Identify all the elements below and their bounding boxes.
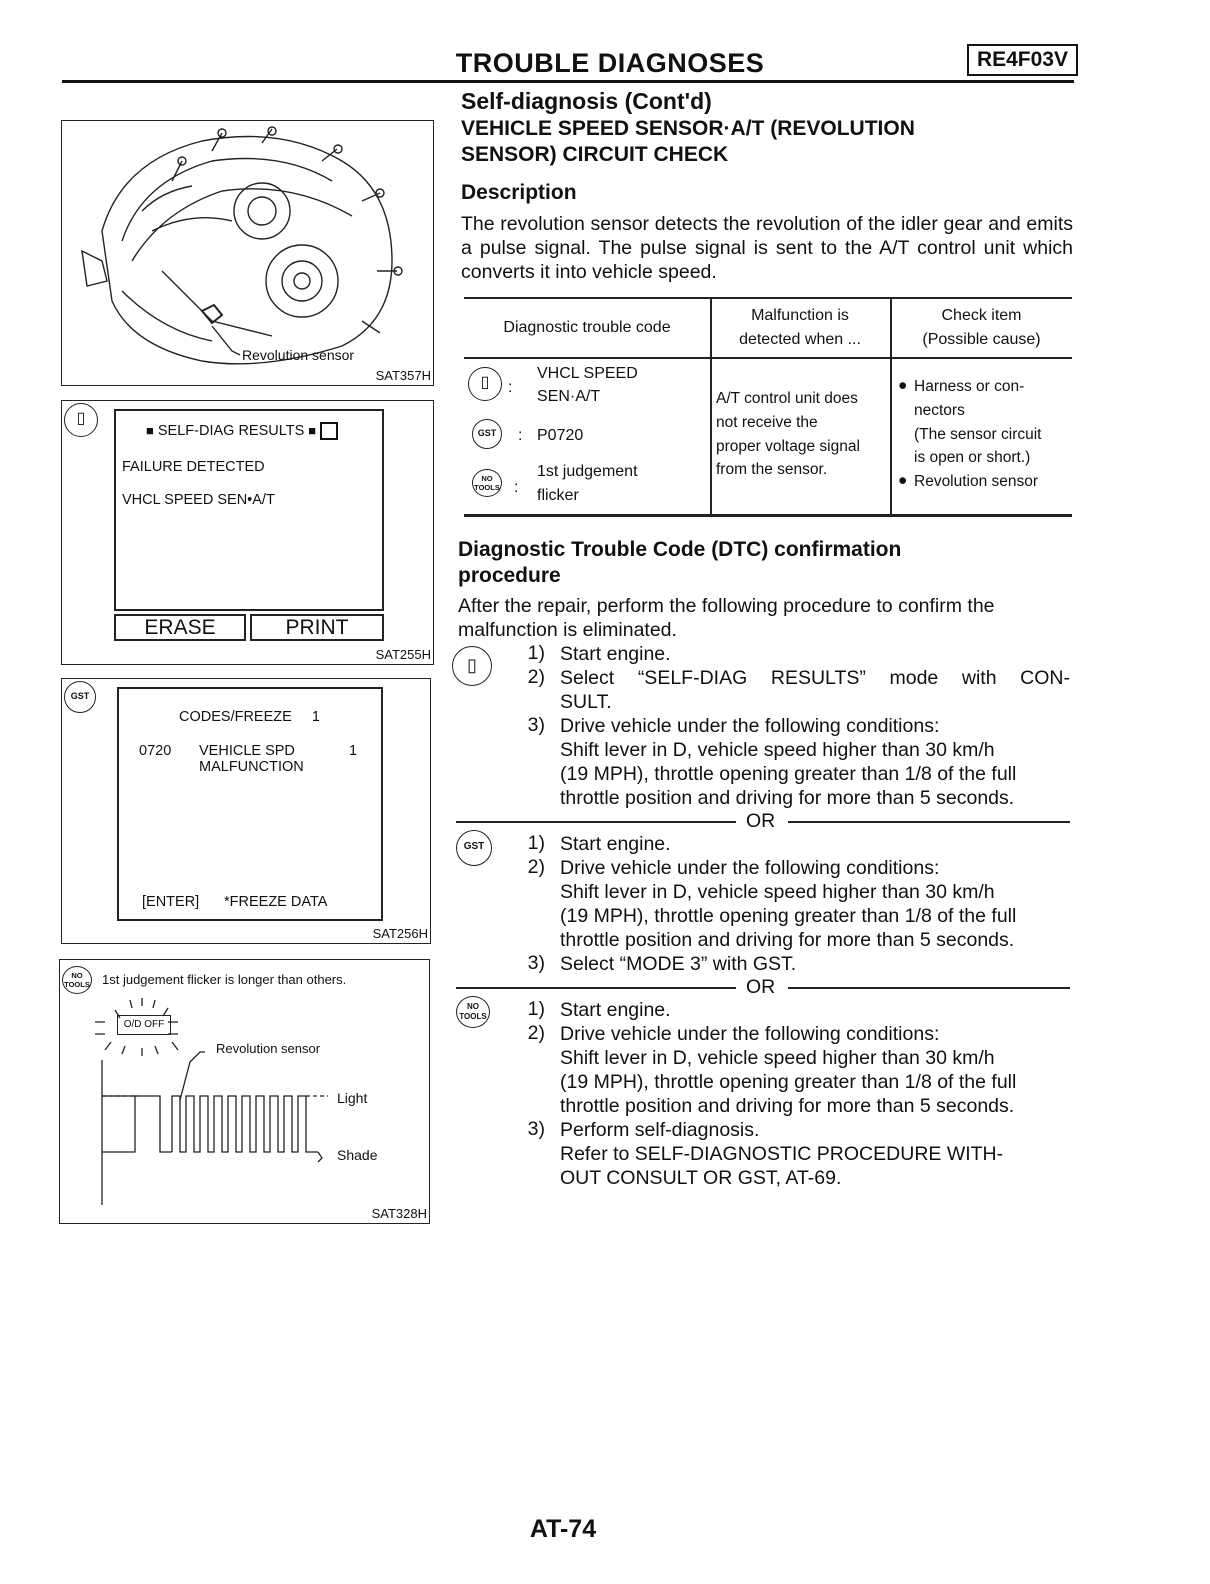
step-number: 3)	[527, 1118, 545, 1140]
header-rule	[62, 80, 1074, 83]
failure-detected-text: FAILURE DETECTED	[122, 459, 265, 475]
check-bullet-icon: ●	[898, 377, 908, 394]
dtc-gst-code: P0720	[537, 427, 584, 444]
consult-icon: ▯	[468, 367, 502, 401]
shade-label: Shade	[337, 1147, 378, 1163]
square-bullet-icon: ■	[146, 422, 154, 438]
gst-icon: GST	[472, 419, 502, 449]
heading-line-2: SENSOR) CIRCUIT CHECK	[461, 143, 729, 166]
dtc-intro-2: malfunction is eliminated.	[458, 619, 677, 641]
consult-step-3b: Shift lever in D, vehicle speed higher than 30 km/h	[560, 739, 995, 761]
description-heading: Description	[461, 181, 577, 204]
dtc-notools-2: flicker	[537, 487, 579, 504]
dtc-consult-2: SEN·A/T	[537, 388, 601, 405]
dtc-code: 0720	[139, 743, 172, 759]
figure-flicker-diagram	[59, 959, 430, 1224]
figure-label: SAT255H	[375, 647, 431, 662]
malf-line-3: proper voltage signal	[716, 438, 860, 455]
light-label: Light	[337, 1090, 368, 1106]
consult-step-2b: SULT.	[560, 691, 612, 713]
table-bottom-rule	[464, 514, 1072, 517]
dtc-count: 1	[349, 743, 358, 759]
notools-step-2c: (19 MPH), throttle opening greater than 1/8 of the full	[560, 1071, 1017, 1093]
colon: :	[508, 379, 513, 396]
erase-button[interactable]: ERASE	[114, 614, 246, 641]
transaxle-drawing	[62, 121, 432, 383]
malf-line-4: from the sensor.	[716, 461, 828, 478]
no-tools-icon-text-1: NO	[481, 474, 493, 483]
page-header-title: TROUBLE DIAGNOSES	[455, 48, 765, 78]
print-button[interactable]: PRINT	[250, 614, 384, 641]
or-divider-line	[456, 821, 736, 823]
step-number: 1)	[527, 642, 545, 664]
no-tools-icon-text-2: TOOLS	[64, 980, 90, 989]
dtc-desc-2: MALFUNCTION	[199, 759, 304, 775]
model-code-badge: RE4F03V	[967, 44, 1078, 76]
heading-line-1: VEHICLE SPEED SENSOR·A/T (REVOLUTION	[461, 117, 915, 140]
notools-step-1: Start engine.	[560, 999, 671, 1021]
table-divider	[890, 297, 892, 515]
gst-icon: GST	[64, 681, 96, 713]
figure-label: SAT256H	[372, 926, 428, 941]
section-title: Self-diagnosis (Cont'd)	[461, 88, 712, 114]
gst-step-2d: throttle position and driving for more than 5 seconds.	[560, 929, 1015, 951]
col-header-malf-1: Malfunction is	[751, 307, 849, 324]
table-header-rule	[464, 357, 1072, 359]
or-label: OR	[746, 810, 776, 832]
no-tools-icon-text-1: NO	[71, 971, 83, 980]
gst-step-2b: Shift lever in D, vehicle speed higher than 30 km/h	[560, 881, 995, 903]
checkbox-icon	[320, 422, 338, 440]
dtc-desc-1: VEHICLE SPD	[199, 743, 295, 759]
step-number: 3)	[527, 714, 545, 736]
revolution-sensor-callout: Revolution sensor	[242, 347, 355, 363]
consult-step-3d: throttle position and driving for more than 5 seconds.	[560, 787, 1015, 809]
figure-transaxle	[61, 120, 434, 386]
codes-freeze-label: CODES/FREEZE	[179, 709, 292, 725]
notools-step-2a: Drive vehicle under the following conditions:	[560, 1023, 940, 1045]
step-number: 1)	[527, 832, 545, 854]
square-bullet-icon: ■	[308, 422, 317, 438]
or-divider-line	[456, 987, 736, 989]
dtc-consult-1: VHCL SPEED	[537, 365, 638, 382]
codes-freeze-title	[179, 709, 320, 725]
dtc-heading-2: procedure	[458, 564, 561, 587]
dtc-table	[464, 297, 1072, 518]
flicker-waveform	[60, 960, 430, 1222]
col-header-malf-2: detected when ...	[739, 331, 861, 348]
colon: :	[518, 427, 523, 444]
consult-step-1: Start engine.	[560, 643, 671, 665]
step-number: 1)	[527, 998, 545, 1020]
notools-step-2d: throttle position and driving for more than 5 seconds.	[560, 1095, 1015, 1117]
consult-step-3a: Drive vehicle under the following conditions:	[560, 715, 940, 737]
dtc-heading-1: Diagnostic Trouble Code (DTC) confirmation	[458, 538, 902, 561]
consult-display	[114, 409, 384, 611]
revolution-sensor-callout: Revolution sensor	[216, 1041, 321, 1056]
or-divider-line	[788, 987, 1070, 989]
col-header-check-2: (Possible cause)	[922, 331, 1041, 348]
dtc-intro-1: After the repair, perform the following procedure to confirm the	[458, 595, 995, 617]
figure-label: SAT357H	[375, 368, 431, 383]
malf-line-1: A/T control unit does	[716, 390, 858, 407]
check-line-1: Harness or con-	[914, 378, 1025, 395]
description-text: The revolution sensor detects the revolution of the idler gear and emits a pulse signal. The pulse signal is sent to the A/T control unit which converts it into vehicle speed.	[461, 213, 1073, 283]
check-line-2: nectors	[914, 402, 965, 419]
notools-step-3c: OUT CONSULT OR GST, AT-69.	[560, 1167, 842, 1189]
gst-step-2c: (19 MPH), throttle opening greater than 1/8 of the full	[560, 905, 1017, 927]
col-header-check-1: Check item	[941, 307, 1022, 324]
freeze-data-label: *FREEZE DATA	[224, 894, 328, 910]
gst-step-3: Select “MODE 3” with GST.	[560, 953, 797, 975]
no-tools-icon-text-1: NO	[467, 1002, 479, 1011]
consult-icon: ▯	[452, 646, 492, 686]
check-line-3: (The sensor circuit	[914, 426, 1042, 443]
gst-step-1: Start engine.	[560, 833, 671, 855]
screen-title-row	[146, 422, 338, 440]
consult-icon: ▯	[64, 403, 98, 437]
od-off-lamp: O/D OFF	[117, 1015, 171, 1035]
no-tools-icon	[456, 996, 490, 1028]
figure-gst-screen	[61, 678, 431, 944]
notools-step-2b: Shift lever in D, vehicle speed higher than 30 km/h	[560, 1047, 995, 1069]
check-line-5: Revolution sensor	[914, 473, 1039, 490]
gst-step-2a: Drive vehicle under the following conditions:	[560, 857, 940, 879]
col-header-dtc: Diagnostic trouble code	[503, 319, 671, 336]
table-top-rule	[464, 297, 1072, 299]
codes-freeze-count: 1	[311, 709, 320, 725]
or-divider-line	[788, 821, 1070, 823]
colon: :	[514, 479, 519, 496]
screen-title: SELF-DIAG RESULTS	[157, 422, 305, 439]
step-number: 2)	[527, 1022, 545, 1044]
check-bullet-icon: ●	[898, 472, 908, 489]
no-tools-icon-text-2: TOOLS	[474, 483, 500, 492]
no-tools-icon-text-2: TOOLS	[459, 1012, 487, 1021]
step-number: 2)	[527, 856, 545, 878]
no-tools-icon	[472, 469, 502, 497]
notools-step-3a: Perform self-diagnosis.	[560, 1119, 760, 1141]
or-label: OR	[746, 976, 776, 998]
step-number: 2)	[527, 666, 545, 688]
figure-consult-screen	[61, 400, 434, 665]
dtc-notools-1: 1st judgement	[537, 463, 638, 480]
consult-step-2a: Select “SELF-DIAG RESULTS” mode with CON-	[560, 667, 1070, 689]
step-number: 3)	[527, 952, 545, 974]
fault-item-text: VHCL SPEED SEN•A/T	[122, 492, 275, 508]
notools-step-3b: Refer to SELF-DIAGNOSTIC PROCEDURE WITH-	[560, 1143, 1004, 1165]
table-divider	[710, 297, 712, 515]
gst-display	[117, 687, 383, 921]
gst-icon: GST	[456, 830, 492, 866]
figure-label: SAT328H	[371, 1206, 427, 1221]
page-number: AT-74	[529, 1515, 597, 1543]
consult-step-3c: (19 MPH), throttle opening greater than 1/8 of the full	[560, 763, 1017, 785]
enter-key-label: [ENTER]	[142, 894, 200, 910]
flicker-note: 1st judgement flicker is longer than others.	[102, 972, 347, 987]
check-line-4: is open or short.)	[914, 449, 1031, 466]
malf-line-2: not receive the	[716, 414, 818, 431]
